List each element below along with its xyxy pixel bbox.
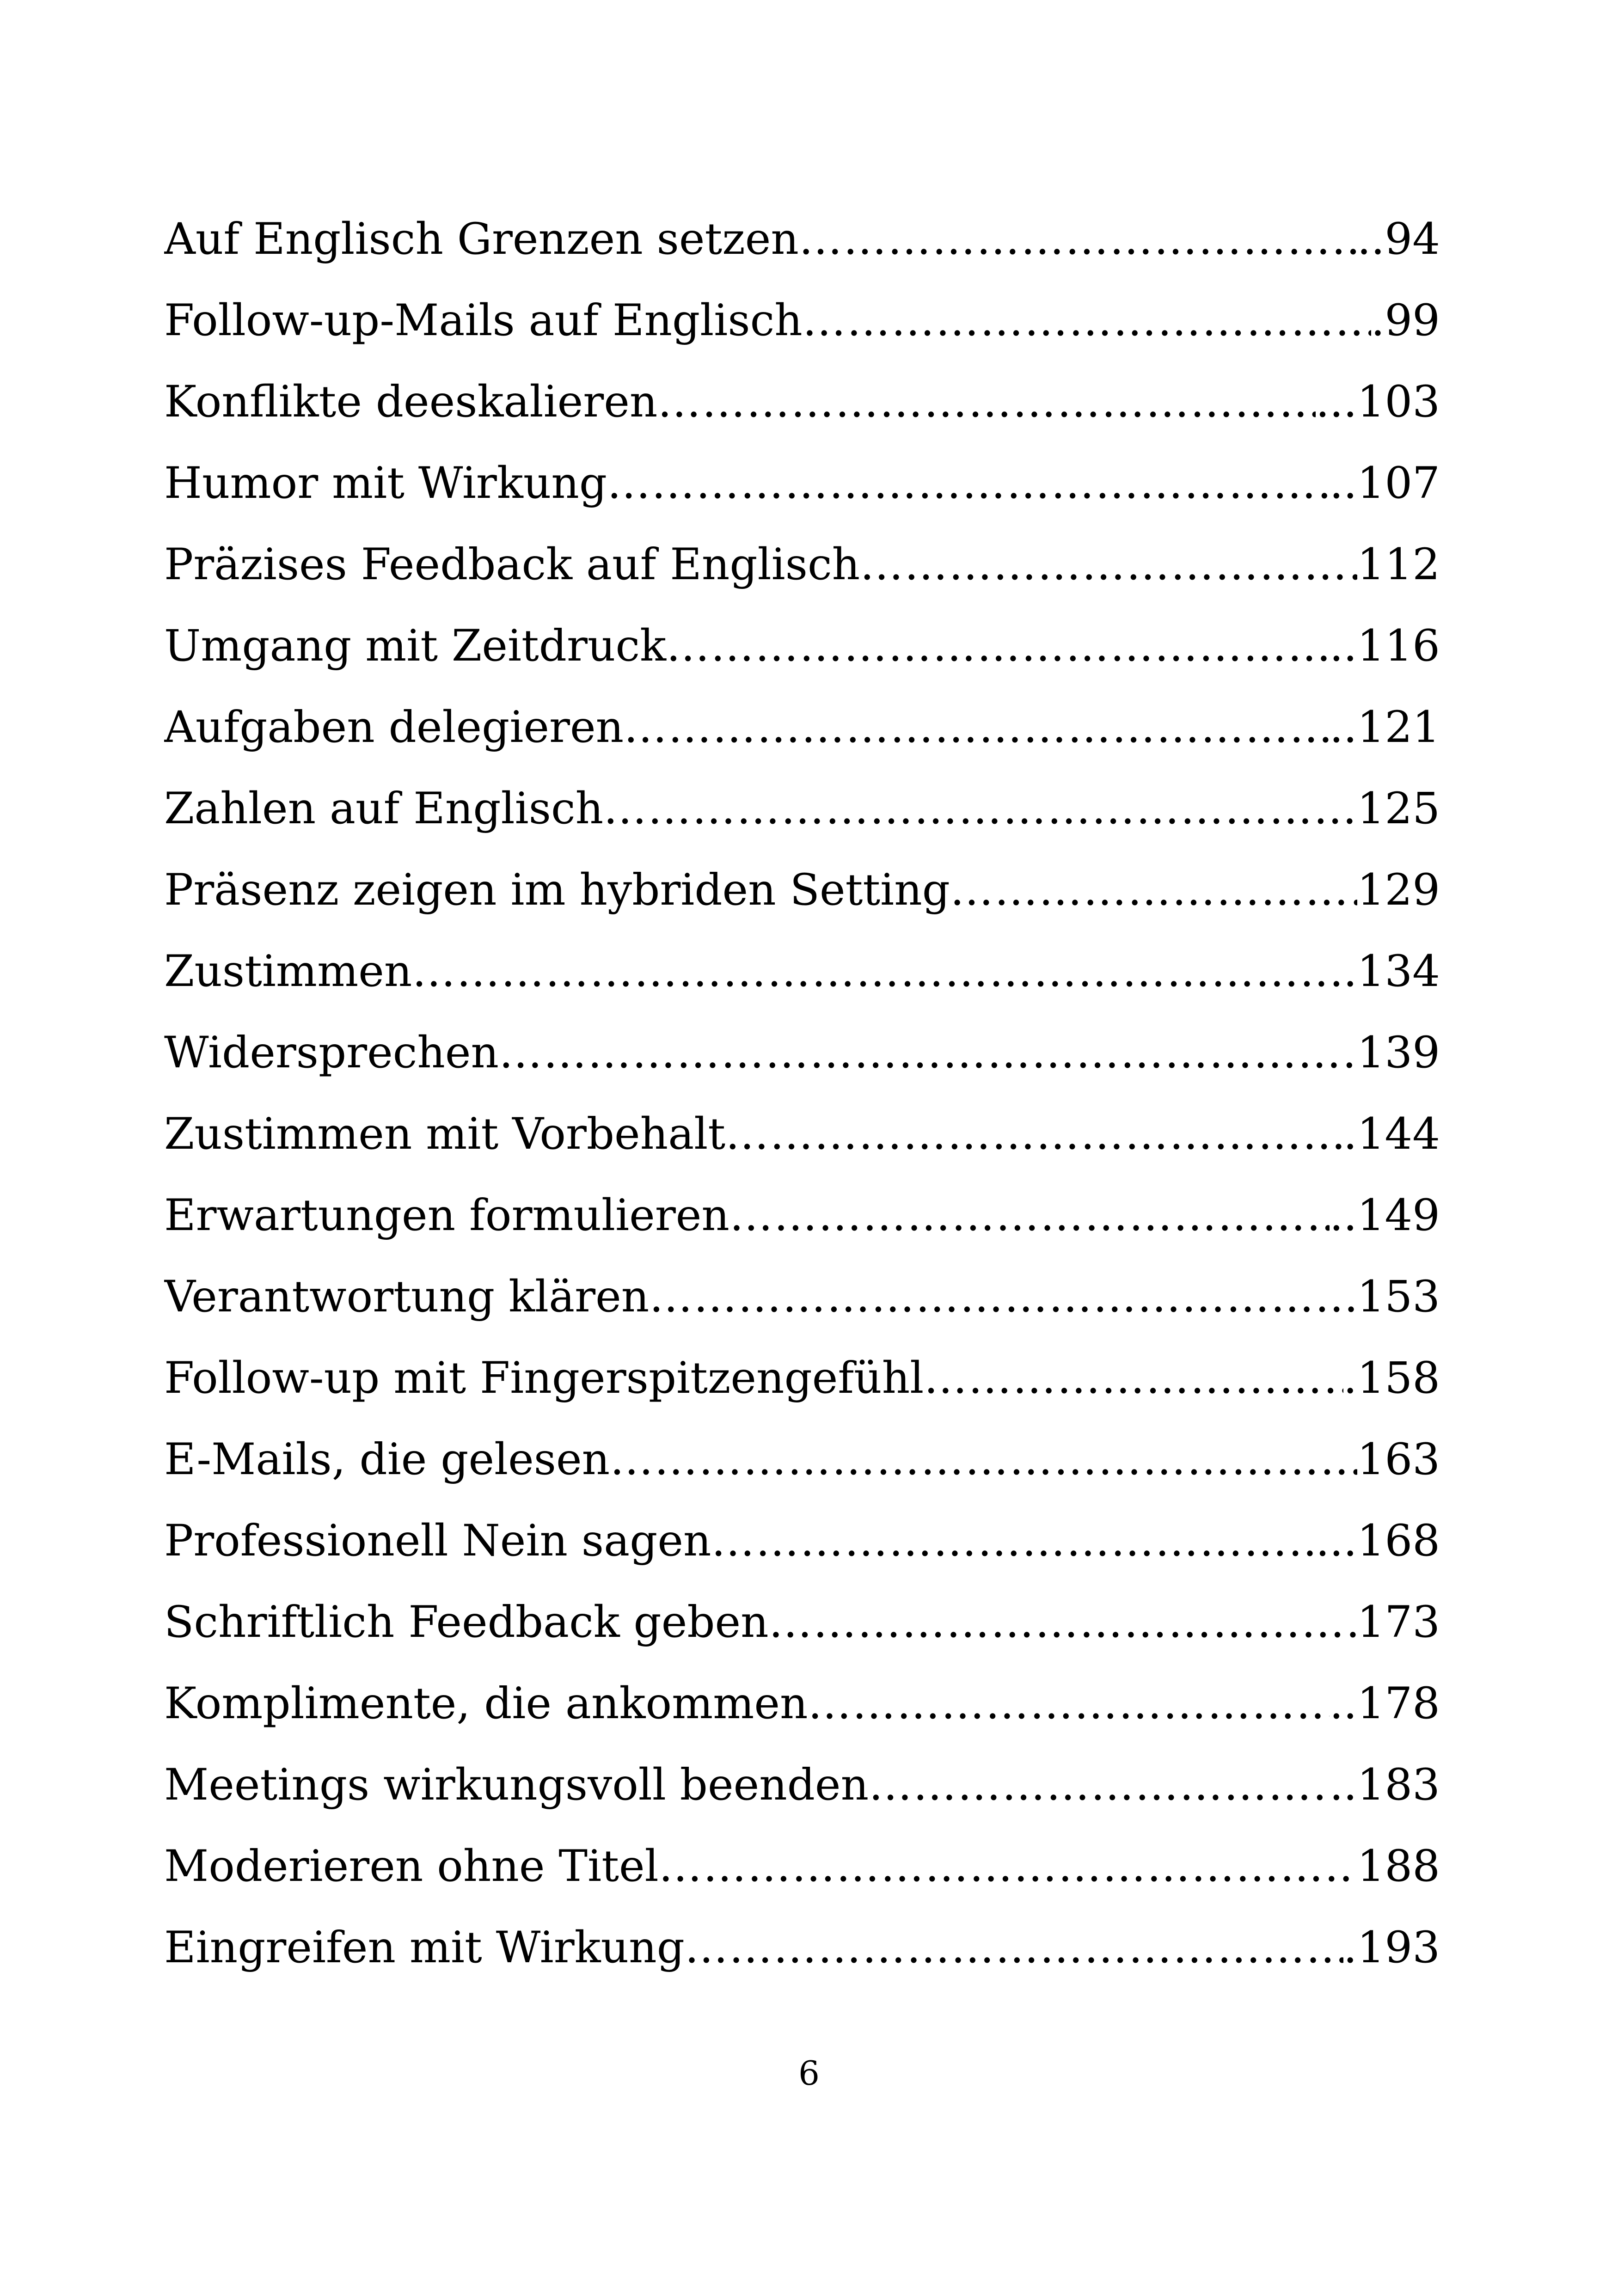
toc-entry-title: Zustimmen mit Vorbehalt: [164, 1109, 726, 1159]
toc-entry-page: ...168: [1315, 1516, 1440, 1566]
toc-entry-title: Umgang mit Zeitdruck: [164, 621, 667, 671]
toc-entry-page: 129: [1357, 865, 1440, 915]
toc-dot-leader: [666, 606, 1330, 687]
toc-entry-page: .144: [1343, 1109, 1440, 1159]
toc-entry[interactable]: [164, 768, 1440, 850]
toc-dot-leader: [769, 1582, 1357, 1663]
toc-entry[interactable]: [164, 1745, 1440, 1826]
toc-dot-leader: [412, 931, 1329, 1012]
toc-entry-page: .99: [1371, 295, 1440, 346]
toc-dot-leader: [649, 1256, 1357, 1338]
toc-entry-title: Konflikte deeskalieren: [164, 377, 658, 427]
toc-entry[interactable]: [164, 1500, 1440, 1582]
toc-entry-page: ..116: [1329, 621, 1440, 671]
toc-entry[interactable]: [164, 687, 1440, 768]
toc-entry-page: ..121: [1329, 702, 1440, 753]
toc-entry[interactable]: [164, 1256, 1440, 1338]
toc-entry-page: ..94: [1357, 214, 1440, 264]
toc-dot-leader: [729, 1175, 1330, 1256]
toc-entry[interactable]: [164, 280, 1440, 361]
toc-entry-title: Schriftlich Feedback geben: [164, 1597, 769, 1647]
toc-entry-page: 139: [1357, 1028, 1440, 1078]
toc-entry-title: E-Mails, die gelesen: [164, 1434, 610, 1485]
table-of-contents: [164, 199, 1440, 1989]
toc-entry-title: Komplimente, die ankommen: [164, 1678, 808, 1729]
toc-entry-page: 188: [1357, 1841, 1440, 1892]
toc-dot-leader: [657, 361, 1316, 443]
toc-entry[interactable]: [164, 1338, 1440, 1419]
toc-entry-title: Follow-up mit Fingerspitzengefühl: [164, 1353, 924, 1403]
toc-entry[interactable]: [164, 1175, 1440, 1256]
toc-dot-leader: [603, 768, 1357, 850]
toc-entry-title: Widersprechen: [164, 1028, 499, 1078]
toc-entry[interactable]: [164, 1094, 1440, 1175]
toc-entry[interactable]: [164, 199, 1440, 280]
toc-entry-title: Eingreifen mit Wirkung: [164, 1923, 685, 1973]
toc-dot-leader: [711, 1500, 1316, 1582]
toc-dot-leader: [610, 1419, 1357, 1500]
toc-entry[interactable]: [164, 606, 1440, 687]
toc-entry-title: Präzises Feedback auf Englisch: [164, 539, 860, 590]
toc-entry-page: ..183: [1329, 1760, 1440, 1810]
page-number: 6: [798, 2054, 820, 2093]
toc-entry[interactable]: [164, 931, 1440, 1012]
toc-entry-title: Erwartungen formulieren: [164, 1190, 729, 1241]
toc-dot-leader: [924, 1338, 1343, 1419]
toc-entry[interactable]: [164, 443, 1440, 524]
toc-dot-leader: [869, 1745, 1330, 1826]
toc-entry-page: ...103: [1315, 377, 1440, 427]
toc-entry-title: Auf Englisch Grenzen setzen: [164, 214, 799, 264]
toc-entry-title: Meetings wirkungsvoll beenden: [164, 1760, 869, 1810]
toc-dot-leader: [607, 443, 1330, 524]
toc-entry-page: 125: [1357, 784, 1440, 834]
toc-entry-title: Verantwortung klären: [164, 1272, 650, 1322]
toc-entry-title: Zustimmen: [164, 946, 412, 997]
toc-entry-page: 163: [1357, 1434, 1440, 1485]
toc-entry-page: 112: [1357, 539, 1440, 590]
toc-entry[interactable]: [164, 1419, 1440, 1500]
toc-dot-leader: [685, 1907, 1343, 1989]
toc-entry[interactable]: [164, 1907, 1440, 1989]
toc-entry-title: Humor mit Wirkung: [164, 458, 607, 508]
toc-dot-leader: [803, 280, 1371, 361]
toc-entry[interactable]: [164, 1582, 1440, 1663]
toc-entry[interactable]: [164, 361, 1440, 443]
toc-entry-page: ..107: [1329, 458, 1440, 508]
toc-entry-page: .193: [1343, 1923, 1440, 1973]
toc-dot-leader: [659, 1826, 1357, 1907]
toc-entry[interactable]: [164, 524, 1440, 606]
toc-entry[interactable]: [164, 1012, 1440, 1094]
toc-entry[interactable]: [164, 1826, 1440, 1907]
toc-entry-page: ..134: [1329, 946, 1440, 997]
toc-entry[interactable]: [164, 850, 1440, 931]
toc-entry-page: ..149: [1329, 1190, 1440, 1241]
toc-entry-page: 153: [1357, 1272, 1440, 1322]
toc-dot-leader: [860, 524, 1357, 606]
toc-entry-page: 173: [1357, 1597, 1440, 1647]
toc-entry[interactable]: [164, 1663, 1440, 1745]
toc-entry-title: Aufgaben delegieren: [164, 702, 624, 753]
toc-entry-page: .158: [1343, 1353, 1440, 1403]
toc-dot-leader: [725, 1094, 1343, 1175]
toc-entry-title: Follow-up-Mails auf Englisch: [164, 295, 803, 346]
toc-dot-leader: [950, 850, 1357, 931]
toc-entry-title: Präsenz zeigen im hybriden Setting: [164, 865, 950, 915]
toc-entry-title: Moderieren ohne Titel: [164, 1841, 659, 1892]
toc-dot-leader: [799, 199, 1357, 280]
toc-entry-title: Zahlen auf Englisch: [164, 784, 604, 834]
toc-entry-title: Professionell Nein sagen: [164, 1516, 711, 1566]
toc-entry-page: ..178: [1329, 1678, 1440, 1729]
toc-dot-leader: [499, 1012, 1357, 1094]
toc-dot-leader: [624, 687, 1330, 768]
toc-dot-leader: [808, 1663, 1330, 1745]
